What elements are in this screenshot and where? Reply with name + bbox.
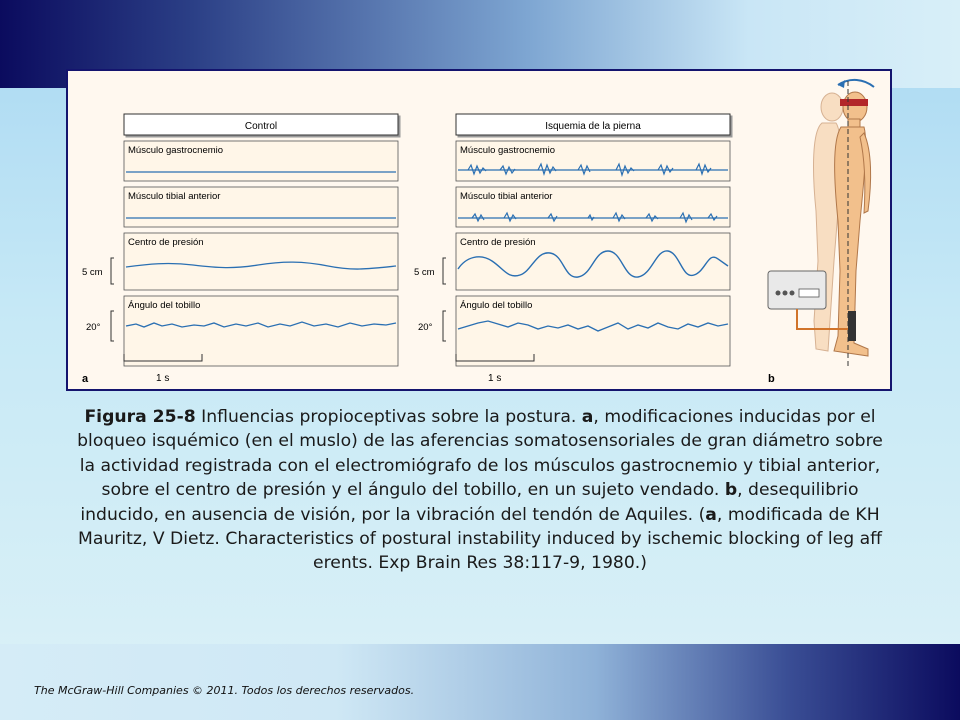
control-ankle-scale: 20°	[86, 322, 101, 333]
ischemia-header: Isquemia de la pierna	[545, 121, 641, 132]
panel-a-letter: a	[82, 373, 89, 385]
caption-part2: , modificaciones inducidas por el bloqueo isquémico (en el muslo) de las aferencias somatosensoriales de gran diámetro sobre la actividad registrada con el electromiógrafo de los músculos gastrocnemio y tibial anterior, sobre el centro de presión y el ángulo del tobillo, en un sujeto vendado.	[77, 407, 883, 501]
control-gastro-label: Músculo gastrocnemio	[128, 145, 224, 156]
device-knob-2	[783, 291, 788, 296]
caption-b1: b	[724, 480, 738, 501]
blindfold	[840, 99, 868, 106]
vibrator-on-tendon	[848, 311, 856, 341]
panel-b-letter: b	[768, 373, 775, 385]
ischemia-ankle-scale: 20°	[418, 322, 433, 333]
control-cop-scale: 5 cm	[82, 267, 103, 278]
ischemia-ankle-scalebar	[443, 311, 446, 341]
figure-caption	[70, 405, 890, 576]
device-knob-1	[776, 291, 781, 296]
standing-figures-illustration	[768, 80, 874, 366]
ischemia-time-scale: 1 s	[488, 373, 502, 384]
caption-part3: , desequilibrio inducido, en ausencia de visión, por la vibración del tendón de Aquiles. (	[80, 480, 859, 525]
ischemia-gastro-label: Músculo gastrocnemio	[460, 145, 556, 156]
ischemia-cop-scale: 5 cm	[414, 267, 435, 278]
control-cop-scalebar	[111, 258, 114, 284]
caption-a2: a	[705, 504, 717, 525]
caption-part4: , modificada de KH Mauritz, V Dietz. Characteristics of postural instability induced by ischemic blocking of leg aff erents. Exp Brain Res 38:117-9, 1980.)	[78, 504, 882, 574]
control-cop-label: Centro de presión	[128, 237, 204, 248]
device-knob-3	[790, 291, 795, 296]
caption-label: Figura 25-8	[84, 407, 196, 427]
control-ankle-scalebar	[111, 311, 114, 341]
control-ankle-label: Ángulo del tobillo	[128, 300, 201, 311]
figure-illustration	[68, 71, 890, 389]
control-time-scale: 1 s	[156, 373, 170, 384]
copyright-footer: The McGraw-Hill Companies © 2011. Todos los derechos reservados.	[34, 684, 415, 697]
control-column	[82, 114, 398, 384]
ischemia-cop-scalebar	[443, 258, 446, 284]
ischemia-column	[414, 114, 730, 384]
caption-part1: Influencias propioceptivas sobre la postura.	[195, 407, 582, 427]
ischemia-ankle-label: Ángulo del tobillo	[460, 300, 533, 311]
ischemia-tibial-label: Músculo tibial anterior	[460, 191, 553, 202]
control-tibial-label: Músculo tibial anterior	[128, 191, 221, 202]
caption-a1: a	[581, 407, 594, 427]
figure-panel	[66, 69, 892, 391]
bottom-gradient-bar	[0, 644, 960, 720]
ischemia-cop-label: Centro de presión	[460, 237, 536, 248]
control-header: Control	[244, 121, 278, 132]
device-display	[799, 289, 819, 297]
